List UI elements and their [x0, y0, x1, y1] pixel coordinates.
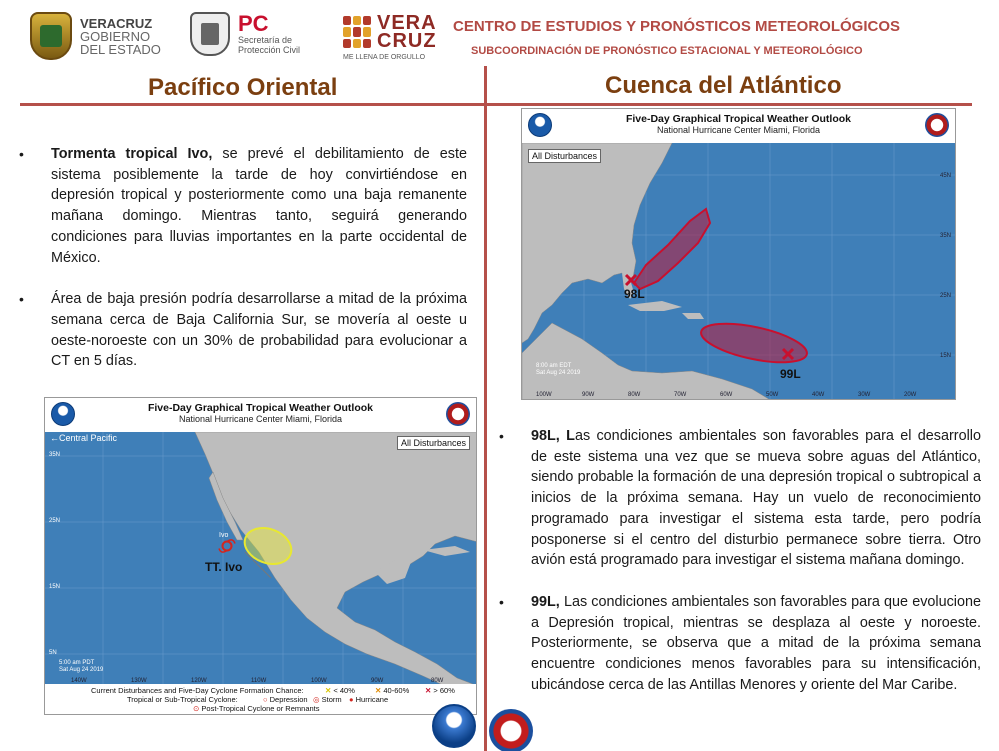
map-subtitle: National Hurricane Center Miami, Florida	[178, 414, 343, 424]
bullet-bold: 99L,	[531, 593, 560, 610]
legend-cyclone-title: Tropical or Sub-Tropical Cyclone:	[127, 695, 238, 704]
all-disturbances-tag: All Disturbances	[397, 436, 470, 450]
vc-line2: CRUZ	[377, 30, 437, 52]
noaa-logo-icon	[432, 704, 476, 748]
lat-label: 15N	[49, 584, 61, 590]
horizontal-divider	[20, 103, 972, 106]
veracruz-pattern-icon	[343, 16, 371, 48]
legend-high-label: > 60%	[433, 686, 455, 695]
pacific-bullet-ivo	[19, 144, 468, 268]
bullet-text: as condiciones ambientales son favorables para el desarrollo de este sistema una vez que se mueva sobre aguas del Atlántico, siendo probable la formación de una depresión tropical o subtropical a inicios de la próxima semana. Hay un vuelo de reconocimiento programado para investigar el sistema esta tarde, pero podría posponerse si el centro del disturbio permanece sobre tierra. Otro avión está programado para investigar el sistema mañana domingo.	[531, 428, 981, 569]
atlantic-bullet-98l	[499, 426, 981, 571]
all-disturbances-tag: All Disturbances	[528, 149, 601, 163]
map-timestamp	[59, 660, 103, 674]
bullet-text: se prevé el debilitamiento de este sistema posiblemente la tarde de hoy convirtiéndose en depresión tropical y posteriormente como una baja remanente mañana domingo. Mientras tanto, seguirá generando condiciones para lluvias importantes en la parte occidental de México.	[51, 146, 468, 266]
map-timestamp-date: Sat Aug 24 2019	[536, 370, 581, 376]
proteccion-civil-logo	[190, 12, 300, 56]
legend-mid	[375, 686, 409, 695]
lon-label: 120W	[191, 678, 207, 684]
bullet-bold: 98L, L	[531, 428, 575, 444]
lat-label: 15N	[939, 353, 951, 359]
map-timestamp	[536, 363, 580, 377]
legend-hurricane	[349, 695, 388, 704]
veracruz-logo-text	[80, 17, 161, 56]
pacific-bullet-list	[19, 144, 468, 393]
lon-label: 110W	[251, 678, 267, 684]
veracruz-brand-logo	[343, 12, 437, 61]
bullet-dot: •	[499, 428, 504, 444]
map-title: Five-Day Graphical Tropical Weather Outlook	[147, 402, 374, 414]
central-pacific-link[interactable]: ←Central Pacific	[50, 433, 118, 443]
nws-logo-icon	[446, 402, 470, 426]
lon-label: 20W	[904, 392, 917, 398]
pc-abbr: PC	[238, 11, 269, 36]
legend-low-x-icon: ✕	[325, 686, 332, 695]
lat-label: 25N	[939, 293, 951, 299]
lon-label: 90W	[582, 392, 595, 398]
map-subtitle: National Hurricane Center Miami, Florida	[656, 125, 821, 135]
noaa-logo-icon	[528, 113, 552, 137]
legend-mid-x-icon: ✕	[375, 686, 382, 695]
lon-label: 130W	[131, 678, 147, 684]
vc-tagline: ME LLENA DE ORGULLO	[343, 54, 426, 61]
section-title-atlantic: Cuenca del Atlántico	[605, 72, 842, 99]
map-title: Five-Day Graphical Tropical Weather Outlook	[625, 113, 852, 125]
pacific-bullet-low-pressure	[19, 289, 467, 372]
hurricane-icon: ●	[349, 695, 354, 704]
legend-storm	[313, 695, 342, 704]
bullet-dot: •	[19, 146, 24, 162]
lon-label: 70W	[674, 392, 687, 398]
lon-label: 40W	[812, 392, 825, 398]
page-title: CENTRO DE ESTUDIOS Y PRONÓSTICOS METEOROLÓGICOS	[453, 18, 900, 35]
page-subtitle: SUBCOORDINACIÓN DE PRONÓSTICO ESTACIONAL Y METEOROLÓGICO	[471, 45, 863, 57]
veracruz-government-logo	[30, 12, 161, 60]
label-99l: 99L	[780, 367, 801, 381]
atlantic-map-canvas	[522, 143, 956, 400]
atlantic-bullet-list	[499, 426, 981, 716]
national-weather-service-logo-icon	[489, 709, 533, 751]
legend-title: Current Disturbances and Five-Day Cyclone Formation Chance:	[91, 686, 304, 695]
bullet-dot: •	[19, 291, 24, 308]
lon-label: 100W	[536, 392, 552, 398]
legend-post	[193, 704, 320, 713]
vc-line1: VERA	[377, 12, 437, 34]
lat-label: 35N	[939, 233, 951, 239]
lon-label: 100W	[311, 678, 327, 684]
lat-label: 5N	[49, 650, 57, 656]
pacific-outlook-map	[44, 397, 477, 715]
legend-low	[325, 686, 355, 695]
section-title-pacific: Pacífico Oriental	[148, 74, 338, 101]
lon-label: 80W	[431, 678, 444, 684]
veracruz-shield-icon	[30, 12, 72, 60]
post-tropical-icon: ⊙	[193, 704, 200, 713]
atlantic-bullet-99l	[499, 592, 981, 696]
label-tt-ivo: TT. Ivo	[205, 560, 243, 574]
map-header	[522, 109, 955, 143]
legend-hurricane-label: Hurricane	[355, 695, 389, 704]
legend-depression-label: Depression	[269, 695, 308, 704]
bullet-text: Área de baja presión podría desarrollarse a mitad de la próxima semana cerca de Baja California Sur, se movería al oeste u oeste-noroeste con un 30% de probabilidad para evolucionar a CT en 5 días.	[51, 291, 467, 370]
lat-label: 25N	[49, 518, 61, 524]
map-timestamp-time: 5:00 am PDT	[59, 660, 95, 666]
lon-label: 60W	[720, 392, 733, 398]
map-timestamp-time: 8:00 am EDT	[536, 363, 572, 369]
pc-line1: Secretaría de	[238, 35, 293, 45]
lat-label: 45N	[939, 173, 951, 179]
storm-icon: ◎	[313, 695, 320, 704]
map-timestamp-date: Sat Aug 24 2019	[59, 667, 104, 673]
lon-label: 50W	[766, 392, 779, 398]
lon-label: 30W	[858, 392, 871, 398]
legend-high	[425, 686, 455, 695]
vertical-divider	[484, 66, 487, 751]
legend-mid-label: 40-60%	[383, 686, 410, 695]
pc-seal-icon	[190, 12, 230, 56]
bullet-text: Las condiciones ambientales son favorables para que evolucione a Depresión tropical, mientras se desplaza al oeste y noroeste. Posteriormente, se observa que a mitad de la próxima semana encuentre condiciones menos favorables para su intensificación, ubicándose cerca de las Antillas Menores y oriente del Mar Caribe.	[531, 593, 981, 693]
pc-line2: Protección Civil	[238, 45, 301, 55]
ivo-small-label: Ivo	[219, 532, 229, 539]
nws-logo-icon	[925, 113, 949, 137]
legend-storm-label: Storm	[321, 695, 342, 704]
pacific-map-canvas	[45, 432, 477, 686]
noaa-logo-icon	[51, 402, 75, 426]
lon-label: 90W	[371, 678, 384, 684]
map-header	[45, 398, 476, 432]
lon-label: 80W	[628, 392, 641, 398]
veracruz-logo-line3: DEL ESTADO	[80, 41, 161, 57]
legend-post-label: Post-Tropical Cyclone or Remnants	[201, 704, 320, 713]
veracruz-logo-line1: VERACRUZ	[80, 15, 153, 31]
label-98l: 98L	[624, 287, 645, 301]
legend-high-x-icon: ✕	[425, 686, 432, 695]
bullet-dot: •	[499, 593, 504, 610]
veracruz-logo-line2: GOBIERNO	[80, 28, 151, 44]
depression-icon: ○	[263, 695, 268, 704]
legend-low-label: < 40%	[333, 686, 355, 695]
lat-label: 35N	[49, 452, 61, 458]
map-legend	[45, 684, 476, 714]
atlantic-outlook-map	[521, 108, 956, 400]
lon-label: 140W	[71, 678, 87, 684]
bullet-bold: Tormenta tropical Ivo,	[51, 146, 213, 162]
legend-depression	[263, 695, 308, 704]
